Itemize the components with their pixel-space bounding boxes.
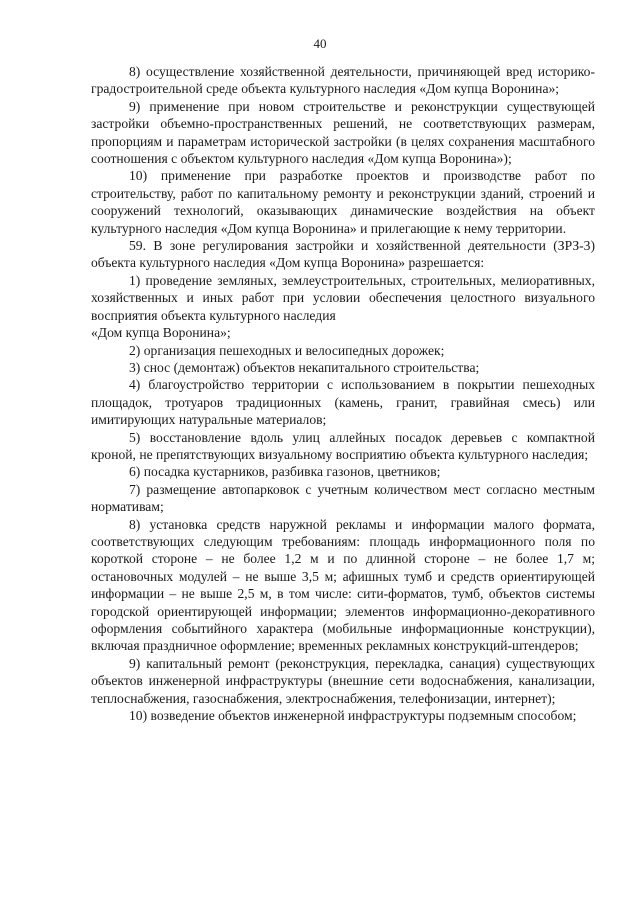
paragraph-item-4-allowed: 4) благоустройство территории с использованием в покрытии пешеходных площадок, тротуаров традиционных (камень, гранит, гравийная смесь) или имитирующих натуральные материалов;: [91, 377, 595, 428]
paragraph-item-5-allowed: 5) восстановление вдоль улиц аллейных посадок деревьев с компактной кроной, не препятствующих визуальному восприятию объекта культурного наследия;: [91, 429, 595, 462]
document-body: [91, 63, 595, 724]
paragraph-item-1-continuation: «Дом купца Воронина»;: [91, 325, 231, 341]
paragraph-item-9-prohibited: 9) применение при новом строительстве и реконструкции существующей застройки объемно-пространственных решений, не соответствующих размерам, пропорциям и параметрам исторической застройки (в целях сохранения масштабного соотношения с объектом культурного наследия «Дом купца Воронина»);: [91, 98, 595, 167]
paragraph-item-3-allowed: 3) снос (демонтаж) объектов некапитального строительства;: [129, 359, 480, 375]
paragraph-item-8-prohibited: 8) осуществление хозяйственной деятельности, причиняющей вред историко-градостроительной среде объекта культурного наследия «Дом купца Воронина»;: [91, 64, 595, 97]
paragraph-item-2-allowed: 2) организация пешеходных и велосипедных дорожек;: [129, 342, 445, 358]
paragraph-item-1-allowed: 1) проведение земляных, землеустроительных, строительных, мелиоративных, хозяйственных и иных работ при условии обеспечения целостного визуального восприятия объекта культурного наследия: [91, 272, 595, 323]
paragraph-item-10-allowed: 10) возведение объектов инженерной инфраструктуры подземным способом;: [129, 708, 577, 724]
paragraph-item-8-allowed: 8) установка средств наружной рекламы и информации малого формата, соответствующих следующим требованиям: площадь информационного поля по короткой стороне – не более 1,2 м и по длинной стороне – не более 1,7 м; остановочных модулей – не выше 3,5 м; афишных тумб и средств ориентирующей информации – не выше 2,5 м, в том числе: сити-форматов, тумб, объектов системы городской ориентирующей информации; элементов информационно-декоративного оформления событийного характера (мобильные информационные конструкции), включая праздничное оформление; временных рекламных конструкций-штендеров;: [91, 516, 595, 654]
paragraph-item-6-allowed: 6) посадка кустарников, разбивка газонов, цветников;: [129, 464, 441, 480]
page-number: 40: [313, 36, 327, 51]
paragraph-section-59: 59. В зоне регулирования застройки и хозяйственной деятельности (ЗРЗ-3) объекта культурного наследия «Дом купца Воронина» разрешается:: [91, 238, 595, 271]
paragraph-item-7-allowed: 7) размещение автопарковок с учетным количеством мест согласно местным нормативам;: [91, 481, 595, 515]
paragraph-item-9-allowed: 9) капитальный ремонт (реконструкция, перекладка, санация) существующих объектов инженерной инфраструктуры (внешние сети водоснабжения, канализации, теплоснабжения, газоснабжения, электроснабжения, телефонизации, интернет);: [91, 655, 595, 706]
paragraph-item-10-prohibited: 10) применение при разработке проектов и производстве работ по строительству, работ по капитальному ремонту и реконструкции зданий, строений и сооружений технологий, оказывающих динамические воздействия на объект культурного наследия «Дом купца Воронина» и прилегающие к нему территории.: [91, 168, 595, 236]
